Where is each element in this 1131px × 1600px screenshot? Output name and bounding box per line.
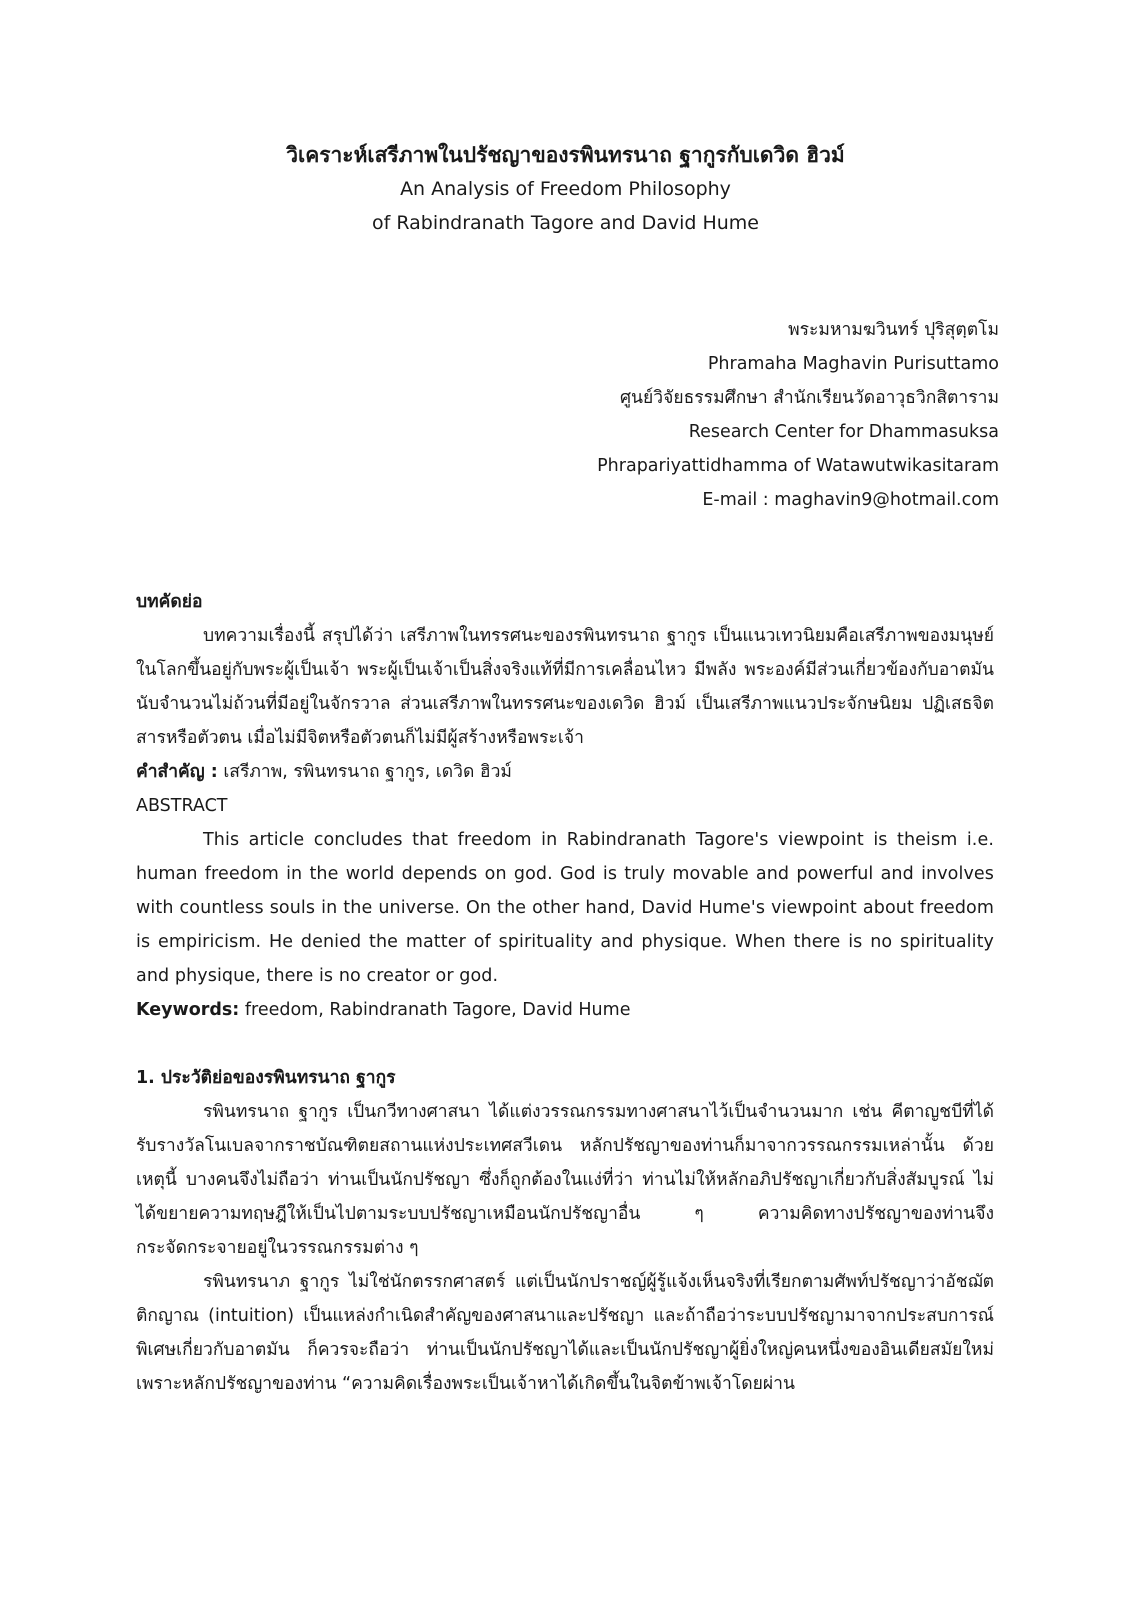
- affiliation-english-line2: Phrapariyattidhamma of Watawutwikasitaram: [597, 456, 999, 476]
- section-spacer: [136, 1027, 994, 1061]
- keywords-thai-values: เสรีภาพ, รพินทรนาถ ฐากูร, เดวิด ฮิวม์: [217, 762, 512, 782]
- affiliation-thai: ศูนย์วิจัยธรรมศึกษา สำนักเรียนวัดอาวุธวิกสิตาราม: [619, 388, 999, 408]
- keywords-english-label: Keywords:: [136, 1000, 240, 1020]
- section1-paragraph2: รพินทรนาภ ฐากูร ไม่ใช่นักตรรกศาสตร์ แต่เป็นนักปราชญ์ผู้รู้แจ้งเห็นจริงที่เรียกตามศัพท์ปรัชญาว่าอัชฌัตติกญาณ (intuition) เป็นแหล่งกำเนิดสำคัญของศาสนาและปรัชญา และถ้าถือว่าระบบปรัชญามาจากประสบการณ์พิเศษเกี่ยวกับอาตมัน ก็ควรจะถือว่า ท่านเป็นนักปรัชญาได้และเป็นนักปรัชญาผู้ยิ่งใหญ่คนหนึ่งของอินเดียสมัยใหม่ เพราะหลักปรัชญาของท่าน “ความคิดเรื่องพระเป็นเจ้าหาได้เกิดขึ้นในจิตข้าพเจ้าโดยผ่าน: [136, 1272, 994, 1394]
- title-english-line1: An Analysis of Freedom Philosophy: [400, 178, 731, 200]
- title-thai: วิเคราะห์เสรีภาพในปรัชญาของรพินทรนาถ ฐากูรกับเดวิด ฮิวม์: [286, 143, 845, 167]
- section1-heading: 1. ประวัติย่อของรพินทรนาถ ฐากูร: [136, 1068, 396, 1088]
- keywords-english-values: freedom, Rabindranath Tagore, David Hume: [239, 1000, 631, 1020]
- title-block: [0, 138, 1131, 240]
- abstract-thai-text: บทความเรื่องนี้ สรุปได้ว่า เสรีภาพในทรรศนะของรพินทรนาถ ฐากูร เป็นแนวเทวนิยมคือเสรีภาพของมนุษย์ในโลกขึ้นอยู่กับพระผู้เป็นเจ้า พระผู้เป็นเจ้าเป็นสิ่งจริงแท้ที่มีการเคลื่อนไหว มีพลัง พระองค์มีส่วนเกี่ยวข้องกับอาตมันนับจำนวนไม่ถ้วนที่มีอยู่ในจักรวาล ส่วนเสรีภาพในทรรศนะของเดวิด ฮิวม์ เป็นเสรีภาพแนวประจักษนิยม ปฏิเสธจิตสารหรือตัวตน เมื่อไม่มีจิตหรือตัวตนก็ไม่มีผู้สร้างหรือพระเจ้า: [136, 626, 994, 748]
- author-block: [299, 313, 999, 517]
- body-block: [136, 585, 994, 1401]
- keywords-thai-line: [136, 755, 994, 789]
- abstract-english-text: This article concludes that freedom in Rabindranath Tagore's viewpoint is theism i.e. human freedom in the world depends on god. God is truly movable and powerful and involves with countless souls in the universe. On the other hand, David Hume's viewpoint about freedom is empiricism. He denied the matter of spirituality and physique. When there is no spirituality and physique, there is no creator or god.: [136, 830, 994, 986]
- abstract-thai-heading: บทคัดย่อ: [136, 592, 203, 612]
- section1-paragraph1: รพินทรนาถ ฐากูร เป็นกวีทางศาสนา ได้แต่งวรรณกรรมทางศาสนาไว้เป็นจำนวนมาก เช่น คีตาญชบีที่ได้รับรางวัลโนเบลจากราชบัณฑิตยสถานแห่งประเทศสวีเดน หลักปรัชญาของท่านก็มาจากวรรณกรรมเหล่านั้น ด้วยเหตุนี้ บางคนจึงไม่ถือว่า ท่านเป็นนักปรัชญา ซึ่งก็ถูกต้องในแง่ที่ว่า ท่านไม่ให้หลักอภิปรัชญาเกี่ยวกับสิ่งสัมบูรณ์ ไม่ได้ขยายความทฤษฎีให้เป็นไปตามระบบปรัชญาเหมือนนักปรัชญาอื่น ๆ ความคิดทางปรัชญาของท่านจึงกระจัดกระจายอยู่ในวรรณกรรมต่าง ๆ: [136, 1102, 994, 1258]
- affiliation-english-line1: Research Center for Dhammasuksa: [688, 422, 999, 442]
- title-english-line2: of Rabindranath Tagore and David Hume: [371, 212, 759, 234]
- abstract-english-heading: ABSTRACT: [136, 796, 228, 816]
- keywords-thai-label: คำสำคัญ :: [136, 762, 218, 782]
- author-name-thai: พระมหามฆวินทร์ ปุริสุตฺตโม: [788, 320, 999, 340]
- keywords-english-line: [136, 993, 994, 1027]
- author-name-english: Phramaha Maghavin Purisuttamo: [707, 354, 999, 374]
- author-email: E-mail : maghavin9@hotmail.com: [702, 490, 999, 510]
